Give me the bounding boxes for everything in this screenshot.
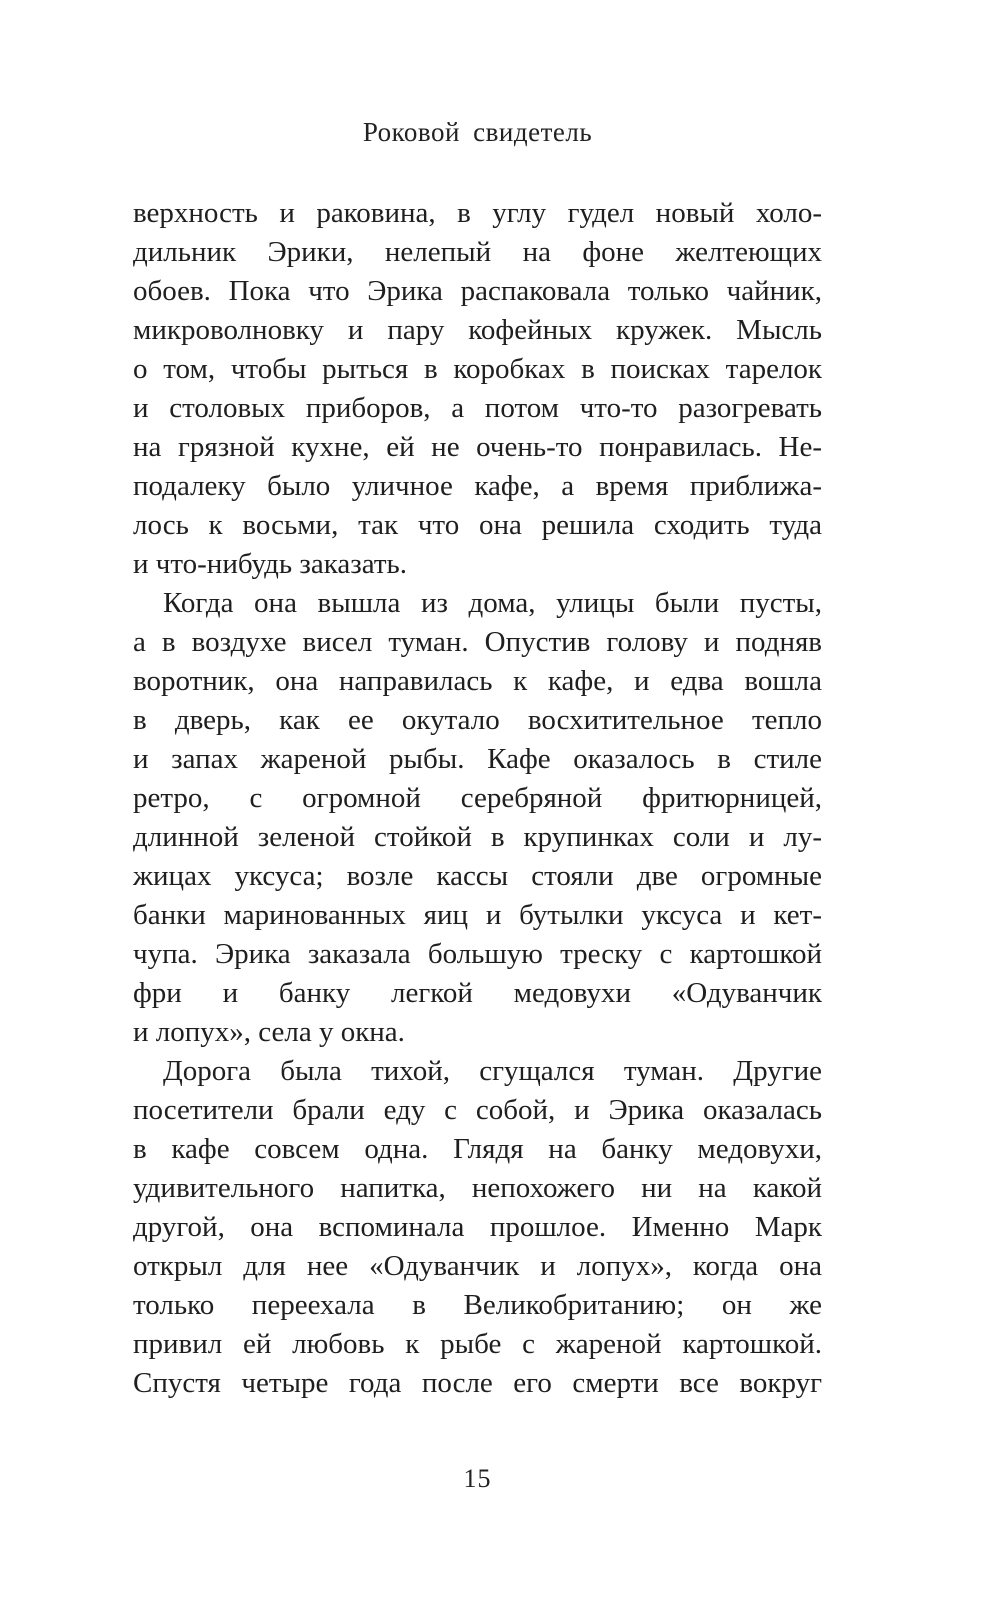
text-line: посетители брали еду с собой, и Эрика оказалась (133, 1094, 822, 1126)
text-line: и столовых приборов, а потом что-то разогревать (133, 392, 822, 424)
text-line: лось к восьми, так что она решила сходить туда (133, 509, 822, 541)
text-line: на грязной кухне, ей не очень-то понравилась. Не- (133, 431, 822, 463)
text-line: микроволновку и пару кофейных кружек. Мысль (133, 314, 822, 346)
text-line: фри и банку легкой медовухи «Одуванчик (133, 977, 822, 1009)
running-title: Роковой свидетель (362, 117, 593, 147)
text-line: подалеку было уличное кафе, а время приближа- (133, 470, 822, 502)
text-line: а в воздухе висел туман. Опустив голову и подняв (133, 626, 822, 658)
text-line: жицах уксуса; возле кассы стояли две огромные (133, 860, 822, 892)
text-line: дильник Эрики, нелепый на фоне желтеющих (133, 236, 822, 268)
text-line: в кафе совсем одна. Глядя на банку медовухи, (133, 1133, 822, 1165)
text-line: длинной зеленой стойкой в крупинках соли и лу- (133, 821, 822, 853)
text-line: о том, чтобы рыться в коробках в поисках тарелок (133, 353, 822, 385)
text-line: привил ей любовь к рыбе с жареной картошкой. (133, 1328, 822, 1360)
text-line: обоев. Пока что Эрика распаковала только чайник, (133, 275, 822, 307)
page-number: 15 (463, 1464, 492, 1493)
text-line: банки маринованных яиц и бутылки уксуса и кет- (133, 899, 822, 931)
text-line: чупа. Эрика заказала большую треску с картошкой (133, 938, 822, 970)
text-line: ретро, с огромной серебряной фритюрницей, (133, 782, 822, 814)
text-line: Когда она вышла из дома, улицы были пусты, (163, 587, 822, 619)
text-line: открыл для нее «Одуванчик и лопух», когда она (133, 1250, 822, 1282)
text-line: воротник, она направилась к кафе, и едва вошла (133, 665, 822, 697)
text-line: только переехала в Великобританию; он же (133, 1289, 822, 1321)
text-line: удивительного напитка, непохожего ни на какой (133, 1172, 822, 1204)
text-line: и запах жареной рыбы. Кафе оказалось в стиле (133, 743, 822, 775)
text-line: и что-нибудь заказать. (133, 548, 407, 580)
text-line: Дорога была тихой, сгущался туман. Другие (163, 1055, 822, 1087)
text-line: другой, она вспоминала прошлое. Именно Марк (133, 1211, 822, 1243)
body-text (133, 194, 822, 1403)
text-line: в дверь, как ее окутало восхитительное тепло (133, 704, 822, 736)
text-line: верхность и раковина, в углу гудел новый холо- (133, 197, 822, 229)
text-line: Спустя четыре года после его смерти все вокруг (133, 1367, 822, 1399)
text-line: и лопух», села у окна. (133, 1016, 405, 1048)
